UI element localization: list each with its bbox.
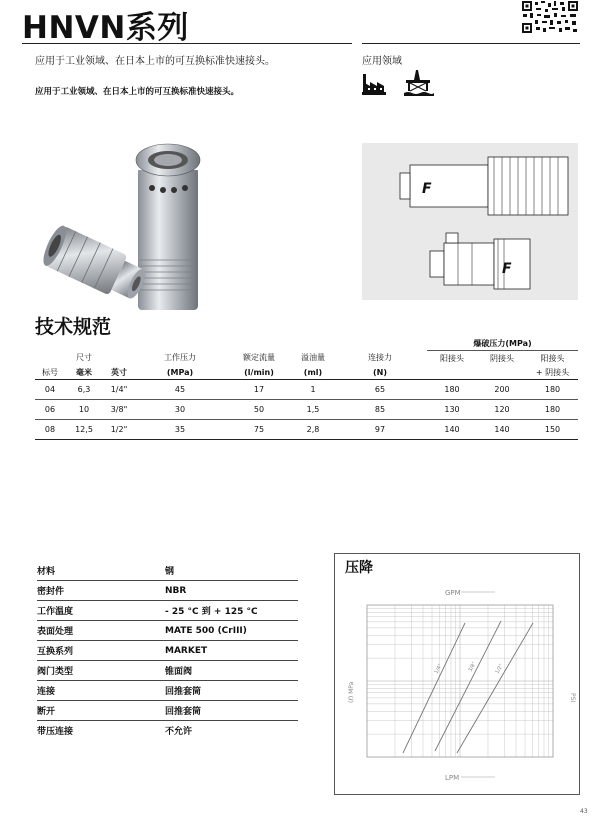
list-item	[37, 621, 298, 641]
svg-text:F: F	[502, 261, 512, 277]
curve-label: 1/2"	[494, 662, 505, 675]
coupling-drawing	[362, 143, 578, 300]
cell-both: 180	[527, 400, 578, 420]
cell-inch: 1/2"	[103, 420, 135, 440]
list-item	[37, 601, 298, 621]
material-value: NBR	[165, 581, 298, 601]
qr-code-icon	[521, 0, 579, 34]
cell-inch: 3/8"	[103, 400, 135, 420]
intro-text: 应用于工业领域、在日本上市的可互换标准快速接头。	[35, 56, 275, 67]
table-row	[35, 420, 578, 440]
material-key: 密封件	[37, 581, 165, 601]
spillage-unit: (ml)	[293, 365, 333, 380]
coupling-photo	[30, 130, 215, 315]
material-value: 锥面阀	[165, 661, 298, 681]
cell-wp: 45	[135, 380, 225, 400]
cell-flow: 75	[225, 420, 293, 440]
burst-pressure-header: 爆破压力(MPa)	[427, 336, 578, 351]
curve-label: 1/4"	[433, 662, 444, 675]
material-value: 回推套筒	[165, 681, 298, 701]
cell-both: 180	[527, 380, 578, 400]
applications-label: 应用领域	[362, 56, 402, 67]
cell-mm: 10	[65, 400, 103, 420]
cell-spill: 2,8	[293, 420, 333, 440]
both-header: 阳接头	[540, 353, 565, 363]
bottom-axis-label: LPM	[445, 774, 460, 782]
top-axis-label: GPM	[445, 589, 461, 597]
intro-text-bold: 应用于工业领域、在日本上市的可互换标准快速接头。	[35, 87, 240, 97]
cell-wp: 30	[135, 400, 225, 420]
cell-force: 65	[333, 380, 427, 400]
materials-table	[37, 561, 298, 740]
curve-label: 3/8"	[467, 660, 478, 673]
title-rule	[22, 43, 352, 44]
rated-flow-unit: (l/min)	[225, 365, 293, 380]
material-key: 材料	[37, 561, 165, 581]
cell-female: 200	[477, 380, 527, 400]
page-number: 43	[580, 808, 588, 815]
cell-mm: 12,5	[65, 420, 103, 440]
material-key: 断开	[37, 701, 165, 721]
material-key: 阀门类型	[37, 661, 165, 681]
cell-female: 120	[477, 400, 527, 420]
mm-header: 毫米	[65, 365, 103, 380]
male-header: 阳接头	[440, 353, 464, 363]
cell-male: 130	[427, 400, 477, 420]
applications-rule	[362, 43, 580, 44]
material-key: 互换系列	[37, 641, 165, 661]
right-axis-label: PSI	[569, 693, 576, 703]
list-item	[37, 581, 298, 601]
material-key: 工作温度	[37, 601, 165, 621]
cell-female: 140	[477, 420, 527, 440]
inch-header: 英寸	[103, 365, 135, 380]
list-item	[37, 641, 298, 661]
pressure-drop-chart	[345, 583, 575, 788]
working-pressure-header: 工作压力	[164, 353, 196, 363]
page-title: HNVN系列	[22, 10, 189, 46]
material-value: MARKET	[165, 641, 298, 661]
cell-spill: 1,5	[293, 400, 333, 420]
cell-force: 97	[333, 420, 427, 440]
cell-mm: 6,3	[65, 380, 103, 400]
material-value: - 25 °C 到 + 125 °C	[165, 601, 298, 621]
tech-spec-title: 技术规范	[35, 316, 112, 338]
oil-platform-icon	[404, 70, 434, 96]
pressure-drop-title: 压降	[345, 560, 373, 576]
connect-force-unit: (N)	[333, 365, 427, 380]
cell-wp: 35	[135, 420, 225, 440]
left-axis-label: (ℓ) MPa	[348, 681, 355, 703]
table-row	[35, 380, 578, 400]
factory-icon	[362, 74, 386, 95]
working-pressure-unit: (MPa)	[135, 365, 225, 380]
material-value: 不允许	[165, 727, 193, 737]
material-value: MATE 500 (CrIII)	[165, 621, 298, 641]
material-value: 钢	[165, 561, 298, 581]
list-item	[37, 681, 298, 701]
cell-spill: 1	[293, 380, 333, 400]
cell-code: 06	[35, 400, 65, 420]
cell-male: 140	[427, 420, 477, 440]
material-value: 回推套筒	[165, 701, 298, 721]
cell-code: 08	[35, 420, 65, 440]
spillage-header: 溢油量	[301, 353, 325, 363]
cell-inch: 1/4"	[103, 380, 135, 400]
rated-flow-header: 额定流量	[243, 353, 275, 363]
cell-flow: 50	[225, 400, 293, 420]
material-key: 连接	[37, 681, 165, 701]
cell-both: 150	[527, 420, 578, 440]
table-row	[35, 400, 578, 420]
female-header: 阴接头	[490, 353, 514, 363]
cell-male: 180	[427, 380, 477, 400]
list-item	[37, 701, 298, 721]
code-header: 标号	[35, 365, 65, 380]
material-key: 带压连接	[37, 727, 74, 737]
list-item	[37, 721, 298, 741]
list-item	[37, 661, 298, 681]
material-key: 表面处理	[37, 621, 165, 641]
svg-text:F: F	[422, 181, 432, 197]
cell-force: 85	[333, 400, 427, 420]
list-item	[37, 561, 298, 581]
application-icons	[362, 68, 442, 98]
both-header-2: + 阴接头	[527, 365, 578, 380]
cell-flow: 17	[225, 380, 293, 400]
cell-code: 04	[35, 380, 65, 400]
size-header: 尺寸	[76, 353, 92, 363]
spec-table	[35, 336, 578, 440]
connect-force-header: 连接力	[368, 353, 392, 363]
